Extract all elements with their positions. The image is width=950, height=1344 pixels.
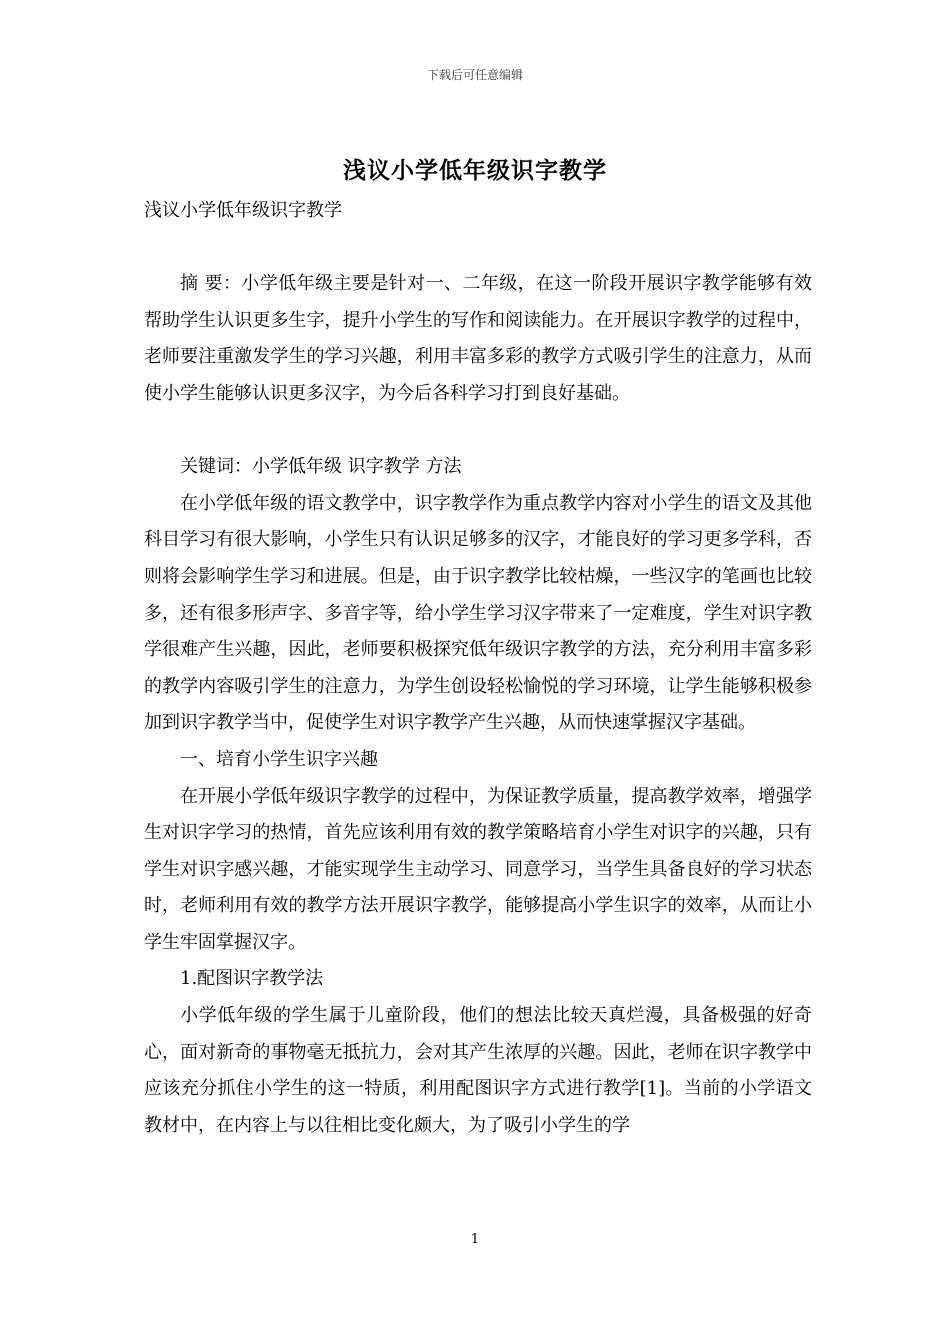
keywords-line: 关键词：小学低年级 识字教学 方法: [180, 456, 462, 478]
subsection-paragraph: 小学低年级的学生属于儿童阶段，他们的想法比较天真烂漫，具备极强的好奇心，面对新奇的事物毫无抵抗力，会对其产生浓厚的兴趣。因此，老师在识字教学中应该充分抓住小学生的这一特质，利用配图识字方式进行教学[1]。当前的小学语文教材中，在内容上与以往相比变化颇大，为了吸引小学生的学: [144, 1005, 812, 1136]
section-paragraph: 在开展小学低年级识字教学的过程中，为保证教学质量，提高教学效率，增强学生对识字学习的热情，首先应该利用有效的教学策略培育小学生对识字的兴趣，只有学生对识字感兴趣，才能实现学生主动学习、同意学习，当学生具备良好的学习状态时，老师利用有效的教学方法开展识字教学，能够提高小学生识字的效率，从而让小学生牢固掌握汉字。: [144, 785, 812, 953]
document-subtitle: 浅议小学低年级识字教学: [144, 200, 342, 221]
page-header-note: 下载后可任意编辑: [426, 68, 523, 82]
section-heading: 一、培育小学生识字兴趣: [180, 748, 378, 770]
document-body: [144, 193, 812, 1144]
subsection-heading: 1.配图识字教学法: [180, 968, 324, 990]
page-number: 1: [470, 1232, 480, 1247]
abstract-paragraph: 摘 要：小学低年级主要是针对一、二年级，在这一阶段开展识字教学能够有效帮助学生认识更多生字，提升小学生的写作和阅读能力。在开展识字教学的过程中，老师要注重激发学生的学习兴趣，利用丰富多彩的教学方式吸引学生的注意力，从而使小学生能够认识更多汉字，为今后各科学习打到良好基础。: [144, 273, 812, 404]
document-title: 浅议小学低年级识字教学: [343, 157, 607, 184]
intro-paragraph: 在小学低年级的语文教学中，识字教学作为重点教学内容对小学生的语文及其他科目学习有很大影响，小学生只有认识足够多的汉字，才能良好的学习更多学科，否则将会影响学生学习和进展。但是，由于识字教学比较枯燥，一些汉字的笔画也比较多，还有很多形声字、多音字等，给小学生学习汉字带来了一定难度，学生对识字教学很难产生兴趣，因此，老师要积极探究低年级识字教学的方法，充分利用丰富多彩的教学内容吸引学生的注意力，为学生创设轻松愉悦的学习环境，让学生能够积极参加到识字教学当中，促使学生对识字教学产生兴趣，从而快速掌握汉字基础。: [144, 492, 812, 734]
